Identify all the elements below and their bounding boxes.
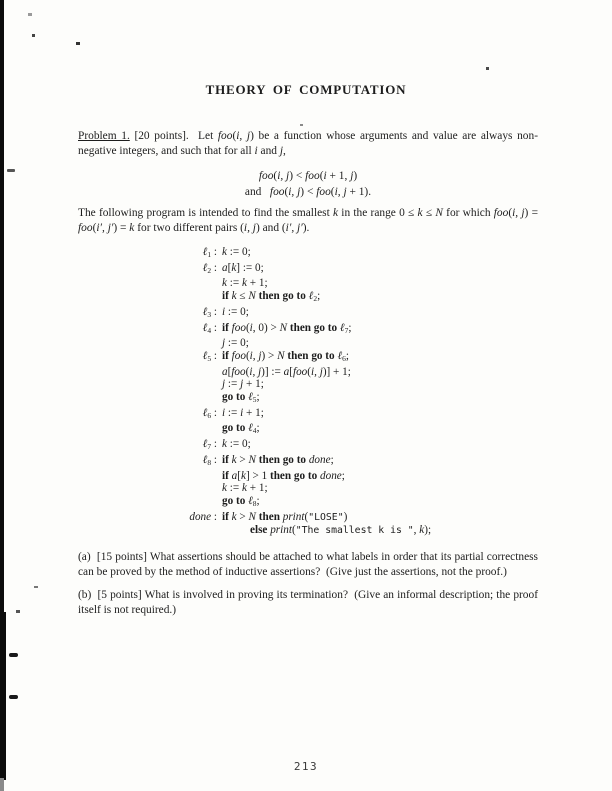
text-run: foo <box>78 222 93 234</box>
text-run: : <box>211 406 217 419</box>
program-code <box>222 337 249 350</box>
page-title: THEORY OF COMPUTATION <box>205 82 407 97</box>
text-run: done <box>320 469 342 482</box>
text-run: ℓ <box>202 453 208 466</box>
program-label <box>184 350 217 366</box>
page-number: 213 <box>293 760 319 773</box>
text-run: N <box>435 207 443 219</box>
text-run: k <box>419 524 425 537</box>
program-line <box>184 438 538 454</box>
text-run: for which <box>442 207 494 219</box>
program-line <box>184 391 538 407</box>
scan-speck <box>486 67 489 70</box>
text-run: [20 points]. Let <box>129 130 218 142</box>
text-run: ) < <box>289 170 306 182</box>
program-label <box>184 262 217 278</box>
text-run: then go to <box>255 290 309 303</box>
scan-speck <box>28 13 32 16</box>
text-run: ( <box>330 186 335 198</box>
text-run: ( <box>245 321 250 334</box>
text-run: i′, j′ <box>285 222 303 234</box>
text-run: foo <box>231 321 246 334</box>
text-run: ); <box>424 524 432 537</box>
text-run: j <box>350 170 354 182</box>
text-run: i, j <box>512 207 525 219</box>
text-run: go to <box>222 422 249 435</box>
text-run: N <box>279 321 288 334</box>
text-run: ) <box>343 510 348 523</box>
program-label <box>184 246 217 262</box>
text-run: i <box>222 406 226 419</box>
program-line <box>184 378 538 391</box>
program-label <box>184 454 217 470</box>
text-run: 7 <box>344 325 349 335</box>
text-run: i, j <box>288 186 301 198</box>
text-run: , <box>413 524 420 537</box>
text-run: ) be a function whose arguments and value are always non-negative integers, and such that for all <box>78 130 538 157</box>
text-run: ; <box>256 391 260 404</box>
text-run: := 0; <box>225 305 249 318</box>
text-run: ( <box>319 170 324 182</box>
text-run: 1 <box>207 250 212 259</box>
text-run: > <box>236 453 249 466</box>
text-run: := <box>226 277 242 290</box>
text-run: i, j <box>311 365 323 378</box>
program-code <box>222 511 347 525</box>
program-line <box>184 306 538 322</box>
text-run: then go to <box>269 469 321 482</box>
text-run: ℓ <box>202 438 208 451</box>
program-label <box>184 422 217 438</box>
program-line <box>184 262 538 278</box>
program-code <box>222 422 260 438</box>
text-run: ; <box>256 422 260 435</box>
text-run: ℓ <box>202 246 208 258</box>
text-run: k <box>222 482 227 495</box>
program-line <box>184 407 538 423</box>
math-line-2 <box>78 184 538 200</box>
text-run: : <box>211 349 217 362</box>
text-run: if <box>222 349 232 362</box>
program-line <box>184 470 538 483</box>
text-run: if <box>222 469 232 482</box>
text-run: )] := <box>261 365 284 378</box>
program-label <box>184 391 217 407</box>
text-run: := 0; <box>226 246 251 258</box>
text-run: 7 <box>207 442 212 452</box>
text-run: ( <box>307 365 311 378</box>
program-line <box>184 290 538 306</box>
text-run: ℓ <box>339 321 345 334</box>
text-run: )] + 1; <box>322 365 351 378</box>
math-display <box>78 168 538 200</box>
text-run: , <box>283 145 286 157</box>
part-b <box>78 588 538 618</box>
text-run: "The smallest k is " <box>295 525 414 537</box>
scan-dash-artifact <box>9 653 18 657</box>
text-run: k <box>231 261 237 274</box>
text-run: k <box>231 290 237 303</box>
text-run: ; <box>345 349 349 362</box>
text-run: then go to <box>255 453 309 466</box>
scan-speck <box>34 586 38 588</box>
part-a <box>78 550 538 580</box>
text-run: 6 <box>207 410 212 420</box>
program-code <box>222 438 251 454</box>
text-run: + 1; <box>246 482 268 495</box>
program-label <box>184 378 217 391</box>
text-run: then <box>255 510 283 523</box>
text-run: (a) [15 points] What assertions should be attached to what labels in order that its partial correctness can be proved by the method of inductive assertions? (Give just the assertions, not the proof.) <box>78 551 538 579</box>
text-run: k <box>129 222 135 234</box>
text-run: 6 <box>342 353 346 363</box>
text-run: foo <box>316 186 331 198</box>
program-label <box>184 438 217 454</box>
text-run: go to <box>222 391 249 404</box>
text-run: N <box>248 290 256 303</box>
text-run: ( <box>92 222 97 234</box>
text-run: i <box>254 145 258 157</box>
program-code <box>222 322 351 338</box>
text-run: a <box>231 469 238 482</box>
text-run: The following program is intended to find the smallest <box>78 207 333 219</box>
text-run: foo <box>269 186 285 198</box>
text-run: := 0; <box>225 337 249 350</box>
text-run: foo <box>493 207 509 219</box>
text-run: 8 <box>207 457 212 467</box>
program-code <box>222 378 264 391</box>
program-line <box>184 524 538 538</box>
text-run: Problem 1. <box>78 130 130 142</box>
text-run: k <box>241 482 247 495</box>
text-run: 5 <box>207 353 212 363</box>
scan-speck <box>300 124 303 126</box>
program-code <box>222 366 351 379</box>
scan-speck <box>16 610 20 613</box>
scan-speck <box>32 34 35 37</box>
text-run: [ <box>227 365 232 378</box>
text-run: foo <box>258 170 274 182</box>
text-run: i <box>323 170 327 182</box>
text-run: then go to <box>287 321 340 334</box>
text-run: 5 <box>252 395 257 405</box>
program-listing <box>184 246 538 538</box>
text-run: + 1; <box>243 406 264 419</box>
text-run: : <box>211 261 217 274</box>
text-run: ; <box>317 290 321 303</box>
text-run: k <box>417 207 423 219</box>
scan-edge-strip-lower <box>0 612 6 780</box>
text-run: ( <box>291 524 296 537</box>
text-run: ℓ <box>202 406 208 419</box>
text-run: and <box>244 186 270 198</box>
program-code <box>222 470 345 483</box>
text-run: else <box>250 524 271 537</box>
program-code <box>222 306 249 322</box>
text-run: foo <box>217 130 233 142</box>
text-run: k <box>241 277 247 290</box>
text-run: i′, j′ <box>96 222 114 234</box>
text-run: 4 <box>252 426 257 436</box>
text-run: a <box>222 261 228 274</box>
text-run: done <box>308 453 331 466</box>
text-run: N <box>277 349 285 362</box>
text-run: ) <box>353 170 358 182</box>
program-line <box>184 322 538 338</box>
text-run: 3 <box>207 309 212 319</box>
text-run: ) < <box>300 186 317 198</box>
text-run: N <box>248 453 256 466</box>
text-run: for two different pairs ( <box>134 222 244 234</box>
text-run: in the range 0 ≤ <box>338 207 418 219</box>
text-run: if <box>222 453 232 466</box>
program-code <box>222 246 251 262</box>
text-run: and <box>257 145 280 157</box>
text-run: k <box>222 277 227 290</box>
text-run: k <box>231 453 237 466</box>
text-run: foo <box>231 349 246 362</box>
program-code <box>222 482 268 495</box>
text-run: : <box>211 321 217 334</box>
text-run: + 1, <box>326 170 351 182</box>
text-run: 8 <box>252 498 257 508</box>
program-line <box>184 366 538 379</box>
program-label <box>184 277 217 290</box>
text-run: print <box>282 510 305 523</box>
text-run: k <box>222 246 227 258</box>
text-run: N <box>248 510 256 523</box>
text-run: i, j <box>236 130 251 142</box>
text-run: foo <box>305 170 320 182</box>
program-line <box>184 246 538 262</box>
text-run: : <box>211 510 217 523</box>
scan-speck <box>76 42 80 45</box>
text-run: ( <box>284 186 289 198</box>
text-run: i, j <box>249 349 262 362</box>
text-run: i <box>222 305 226 318</box>
text-run: i, j <box>277 170 290 182</box>
text-run: k <box>222 438 227 451</box>
program-code <box>222 454 334 470</box>
text-run: [ <box>289 365 293 378</box>
text-run: [ <box>237 469 241 482</box>
text-run: ℓ <box>202 349 208 362</box>
program-label <box>184 337 217 350</box>
text-run: ) and ( <box>255 222 286 234</box>
scan-dash-artifact <box>7 169 15 172</box>
program-label <box>184 495 217 511</box>
program-line <box>184 277 538 290</box>
program-label <box>184 366 217 379</box>
text-run: i, j <box>243 222 256 234</box>
text-run: if <box>222 290 232 303</box>
program-code <box>222 495 260 511</box>
program-code <box>222 277 268 290</box>
program-label <box>184 482 217 495</box>
text-run: := <box>225 378 241 391</box>
math-line-1 <box>78 168 538 184</box>
text-run: ( <box>245 365 250 378</box>
text-run: + 1; <box>246 277 268 290</box>
text-run: j <box>279 145 283 157</box>
program-label <box>184 524 217 538</box>
text-run: print <box>270 524 292 537</box>
text-run: ( <box>232 130 237 142</box>
text-run: : <box>211 453 217 466</box>
program-label <box>184 511 217 525</box>
text-run: i <box>240 406 244 419</box>
text-run: ℓ <box>202 321 208 334</box>
text-run: ). <box>302 222 310 234</box>
text-run: ℓ <box>337 349 343 362</box>
program-line <box>184 350 538 366</box>
program-code <box>222 350 349 366</box>
text-run: ℓ <box>202 305 208 318</box>
text-run: then go to <box>284 349 338 362</box>
text-run: [ <box>227 261 232 274</box>
text-run: ℓ <box>248 494 253 507</box>
text-run: a <box>283 365 290 378</box>
text-run: i <box>249 321 253 334</box>
text-run: k <box>333 207 339 219</box>
text-run: ) > <box>261 349 278 362</box>
text-run: : <box>211 438 217 451</box>
text-run: : <box>211 246 217 258</box>
program-code <box>222 391 260 407</box>
program-label <box>184 306 217 322</box>
text-run: + 1). <box>346 186 372 198</box>
program-code <box>222 290 320 306</box>
program-intro <box>78 206 538 236</box>
program-line <box>184 482 538 495</box>
text-run: ) = <box>524 207 539 219</box>
text-run: ] := 0; <box>236 261 264 274</box>
text-run: > <box>236 510 249 523</box>
text-run: ; <box>256 494 260 507</box>
program-line <box>184 511 538 525</box>
text-run: 4 <box>207 325 212 335</box>
program-line <box>184 337 538 350</box>
program-label <box>184 290 217 306</box>
text-run: go to <box>222 494 249 507</box>
text-run: , 0) > <box>252 321 280 334</box>
text-run: if <box>222 321 232 334</box>
text-run: j <box>222 378 226 391</box>
text-run: : <box>211 305 217 318</box>
text-run: 2 <box>313 294 318 304</box>
problem-statement <box>78 129 538 159</box>
text-run: ( <box>273 170 278 182</box>
text-run: + 1; <box>243 378 264 391</box>
text-run: ℓ <box>248 391 253 404</box>
text-run: 2 <box>207 265 212 275</box>
text-run: ( <box>245 349 250 362</box>
program-code <box>222 262 264 278</box>
scan-edge-strip-tail <box>0 778 4 791</box>
text-run: ( <box>304 510 309 523</box>
scan-dash-artifact <box>9 695 18 699</box>
program-label <box>184 322 217 338</box>
text-run: j <box>240 378 244 391</box>
text-run: ℓ <box>202 261 208 274</box>
program-line <box>184 422 538 438</box>
text-run: := 0; <box>226 438 251 451</box>
text-run: done <box>189 510 212 523</box>
program-code <box>222 524 431 538</box>
text-run: := <box>225 406 241 419</box>
text-run: "LOSE" <box>308 511 344 523</box>
text-run: a <box>222 365 228 378</box>
text-run: ℓ <box>308 290 314 303</box>
program-line <box>184 495 538 511</box>
text-run: (b) [5 points] What is involved in proving its termination? (Give an informal description; the proof itself is not required.) <box>78 589 538 617</box>
text-run: ; <box>330 453 334 466</box>
text-run: ; <box>348 321 352 334</box>
text-run: i, j <box>249 365 262 378</box>
text-run: k <box>240 469 246 482</box>
text-run: j <box>222 337 226 350</box>
program-line <box>184 454 538 470</box>
text-run: ; <box>341 469 345 482</box>
text-run: foo <box>231 365 246 378</box>
text-run: ) = <box>113 222 130 234</box>
text-run: ℓ <box>248 422 253 435</box>
program-code <box>222 407 264 423</box>
program-label <box>184 470 217 483</box>
text-run: ≤ <box>236 290 249 303</box>
text-run: := <box>226 482 242 495</box>
program-label <box>184 407 217 423</box>
text-run: foo <box>292 365 308 378</box>
text-run: k <box>231 510 237 523</box>
text-run: i, j <box>334 186 347 198</box>
text-run: if <box>222 510 232 523</box>
page-body <box>78 129 538 618</box>
text-run: ( <box>508 207 513 219</box>
text-run: ] > 1 <box>245 469 270 482</box>
text-run: ≤ <box>422 207 436 219</box>
